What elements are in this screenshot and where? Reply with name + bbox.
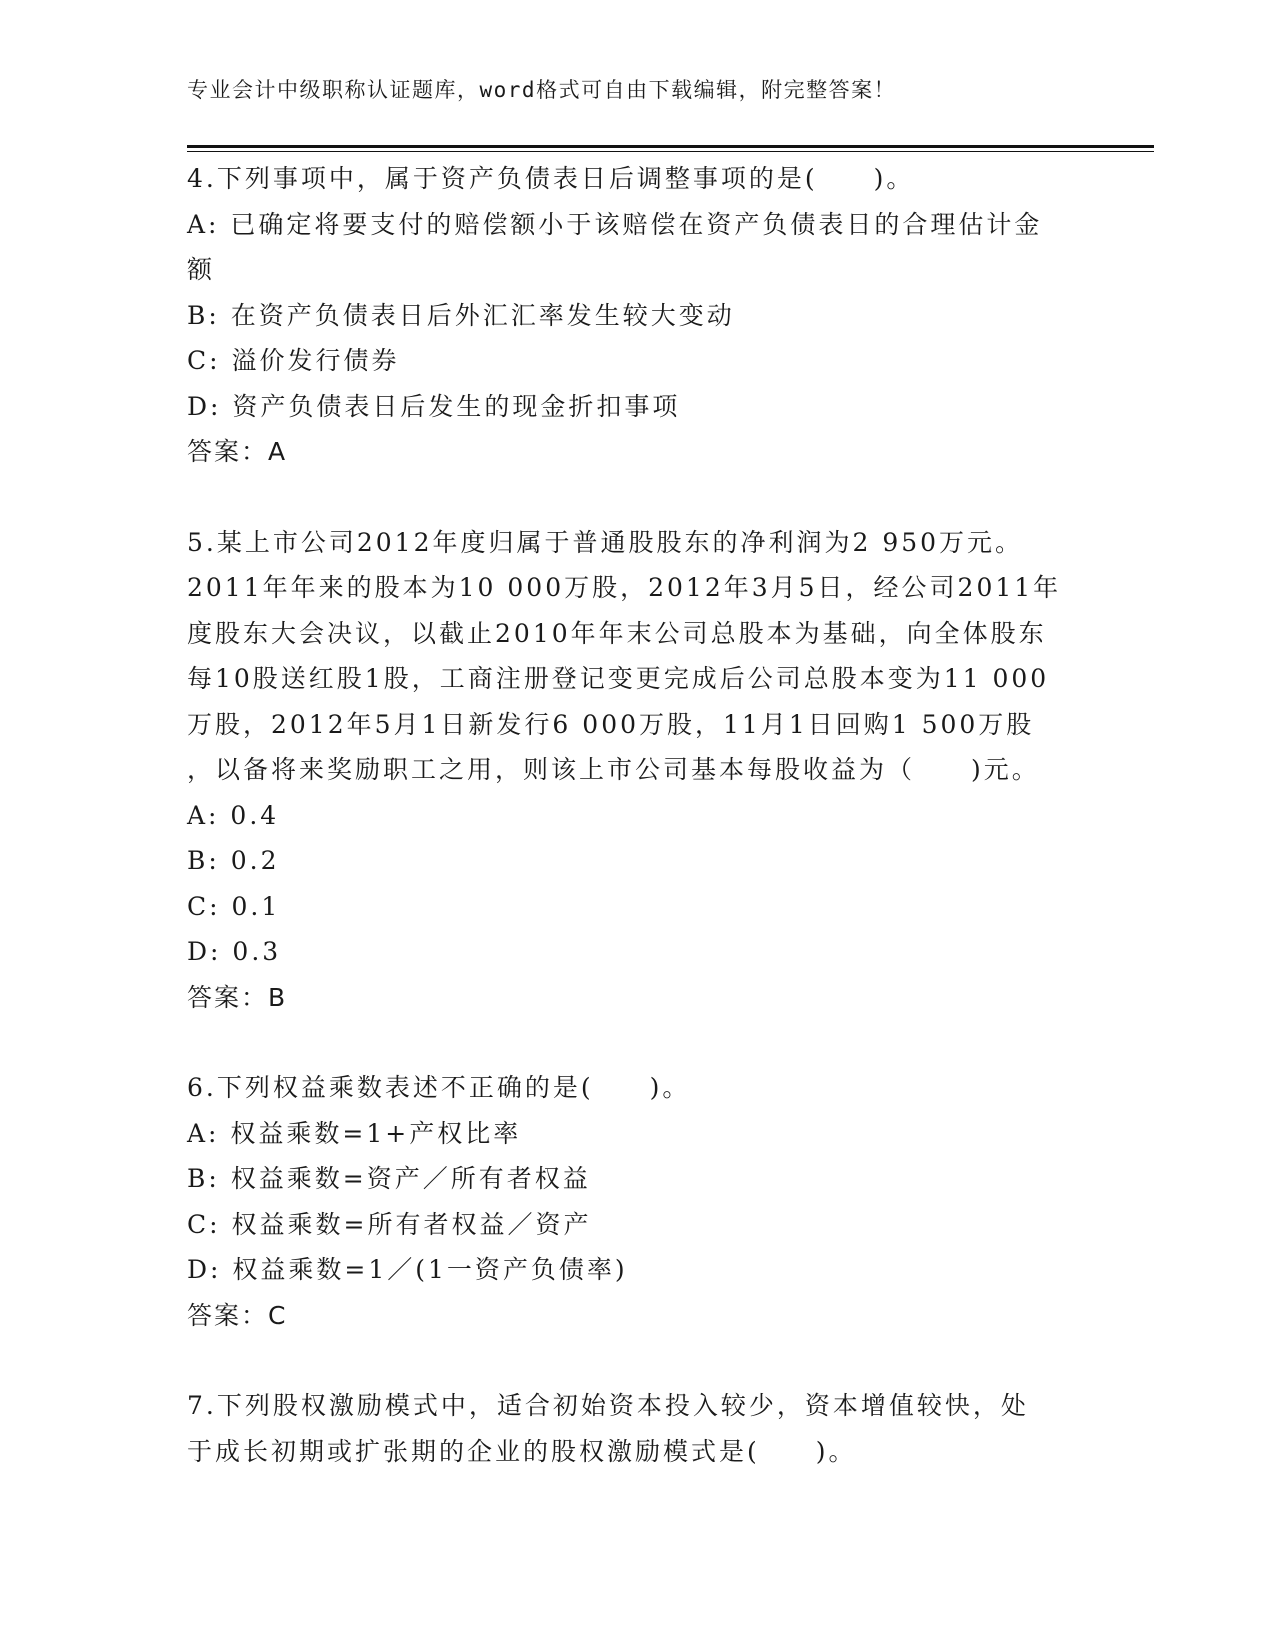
header-rule-thick xyxy=(187,145,1154,148)
question-5-stem-line-4: 每10股送红股1股，工商注册登记变更完成后公司总股本变为11 000 xyxy=(187,664,1050,693)
question-4-option-b: B: 在资产负债表日后外汇汇率发生较大变动 xyxy=(187,300,735,330)
question-5-option-a: A: 0.4 xyxy=(187,800,280,830)
question-4 xyxy=(187,156,1087,475)
question-5-option-b: B: 0.2 xyxy=(187,846,280,875)
question-5-stem-line-3: 度股东大会决议，以截止2010年年末公司总股本为基础，向全体股东 xyxy=(187,618,1047,648)
header-rule-thin xyxy=(187,151,1154,152)
question-5-stem-line-6: ，以备将来奖励职工之用，则该上市公司基本每股收益为（ )元。 xyxy=(187,755,1040,784)
question-6-answer: 答案：C xyxy=(187,1300,288,1330)
question-5-stem-line-1: 5.某上市公司2012年度归属于普通股股东的净利润为2 950万元。 xyxy=(187,527,1024,557)
question-4-option-a-cont: 额 xyxy=(187,255,216,284)
spacer xyxy=(187,475,1087,520)
question-4-option-c: C: 溢价发行债券 xyxy=(187,346,400,375)
question-list xyxy=(187,156,1087,1474)
question-4-option-a: A: 已确定将要支付的赔偿额小于该赔偿在资产负债表日的合理估计金 xyxy=(187,209,1043,239)
question-5-stem-line-2: 2011年年来的股本为10 000万股，2012年3月5日，经公司2011年 xyxy=(187,573,1062,602)
header-text: 专业会计中级职称认证题库，word格式可自由下载编辑，附完整答案！ xyxy=(187,78,897,102)
question-6-option-c: C: 权益乘数=所有者权益／资产 xyxy=(187,1209,592,1239)
question-6-option-d: D: 权益乘数=1／(1一资产负债率) xyxy=(187,1255,628,1284)
question-5-option-c: C: 0.1 xyxy=(187,891,281,921)
question-6-option-a: A: 权益乘数=1+产权比率 xyxy=(187,1118,522,1148)
question-5-answer: 答案：B xyxy=(187,982,288,1012)
question-4-option-d: D: 资产负债表日后发生的现金折扣事项 xyxy=(187,391,681,421)
question-5 xyxy=(187,520,1087,1021)
question-7-stem-line-1: 7.下列股权激励模式中，适合初始资本投入较少，资本增值较快，处 xyxy=(187,1391,1029,1420)
question-7 xyxy=(187,1383,1087,1474)
question-6-option-b: B: 权益乘数=资产／所有者权益 xyxy=(187,1164,591,1193)
question-4-stem: 4.下列事项中，属于资产负债表日后调整事项的是( )。 xyxy=(187,164,915,193)
question-7-stem-line-2: 于成长初期或扩张期的企业的股权激励模式是( )。 xyxy=(187,1436,857,1466)
spacer xyxy=(187,1020,1087,1065)
question-6-stem: 6.下列权益乘数表述不正确的是( )。 xyxy=(187,1073,691,1102)
question-5-stem-line-5: 万股，2012年5月1日新发行6 000万股，11月1日回购1 500万股 xyxy=(187,709,1035,739)
question-4-answer: 答案：A xyxy=(187,437,288,466)
question-6 xyxy=(187,1065,1087,1338)
spacer xyxy=(187,1338,1087,1383)
question-5-option-d: D: 0.3 xyxy=(187,937,282,966)
